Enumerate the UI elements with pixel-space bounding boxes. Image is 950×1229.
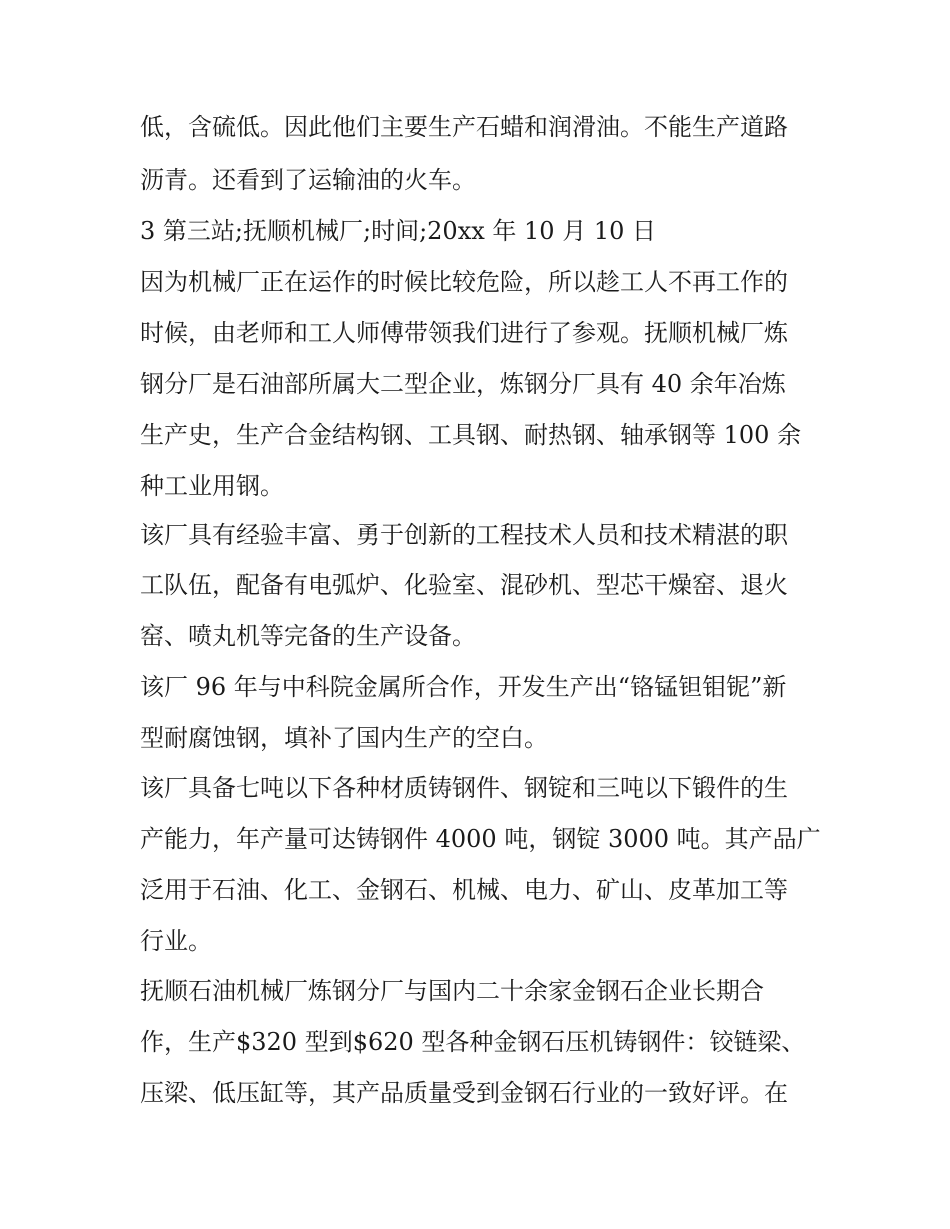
text-line: 作，生产$320 型到$620 型各种金钢石压机铸钢件：铰链梁、: [140, 1028, 806, 1056]
text-line: 因为机械厂正在运作的时候比较危险，所以趁工人不再工作的: [140, 268, 788, 296]
text-line: 工队伍，配备有电弧炉、化验室、混砂机、型芯干燥窑、退火: [140, 571, 788, 599]
text-line: 钢分厂是石油部所属大二型企业，炼钢分厂具有 40 余年冶炼: [140, 370, 786, 398]
text-line: 该厂具有经验丰富、勇于创新的工程技术人员和技术精湛的职: [140, 521, 788, 549]
text-line: 沥青。还看到了运输油的火车。: [140, 166, 476, 194]
section-heading: 3 第三站;抚顺机械厂;时间;20xx 年 10 月 10 日: [140, 217, 656, 245]
text-line: 压梁、低压缸等，其产品质量受到金钢石行业的一致好评。在: [140, 1079, 788, 1107]
text-line: 产能力，年产量可达铸钢件 4000 吨，钢锭 3000 吨。其产品广: [140, 825, 821, 853]
text-line: 泛用于石油、化工、金钢石、机械、电力、矿山、皮革加工等: [140, 876, 788, 904]
text-line: 型耐腐蚀钢，填补了国内生产的空白。: [140, 724, 548, 752]
text-line: 行业。: [140, 927, 212, 955]
text-line: 时候，由老师和工人师傅带领我们进行了参观。抚顺机械厂炼: [140, 319, 788, 347]
text-line: 生产史，生产合金结构钢、工具钢、耐热钢、轴承钢等 100 余: [140, 421, 802, 449]
text-line: 该厂 96 年与中科院金属所合作，开发生产出“铬锰钽钼铌”新: [140, 673, 787, 701]
text-line: 种工业用钢。: [140, 472, 284, 500]
text-line: 低，含硫低。因此他们主要生产石蜡和润滑油。不能生产道路: [140, 113, 788, 141]
text-line: 该厂具备七吨以下各种材质铸钢件、钢锭和三吨以下锻件的生: [140, 774, 788, 802]
text-line: 窑、喷丸机等完备的生产设备。: [140, 622, 476, 650]
text-line: 抚顺石油机械厂炼钢分厂与国内二十余家金钢石企业长期合: [140, 977, 764, 1005]
